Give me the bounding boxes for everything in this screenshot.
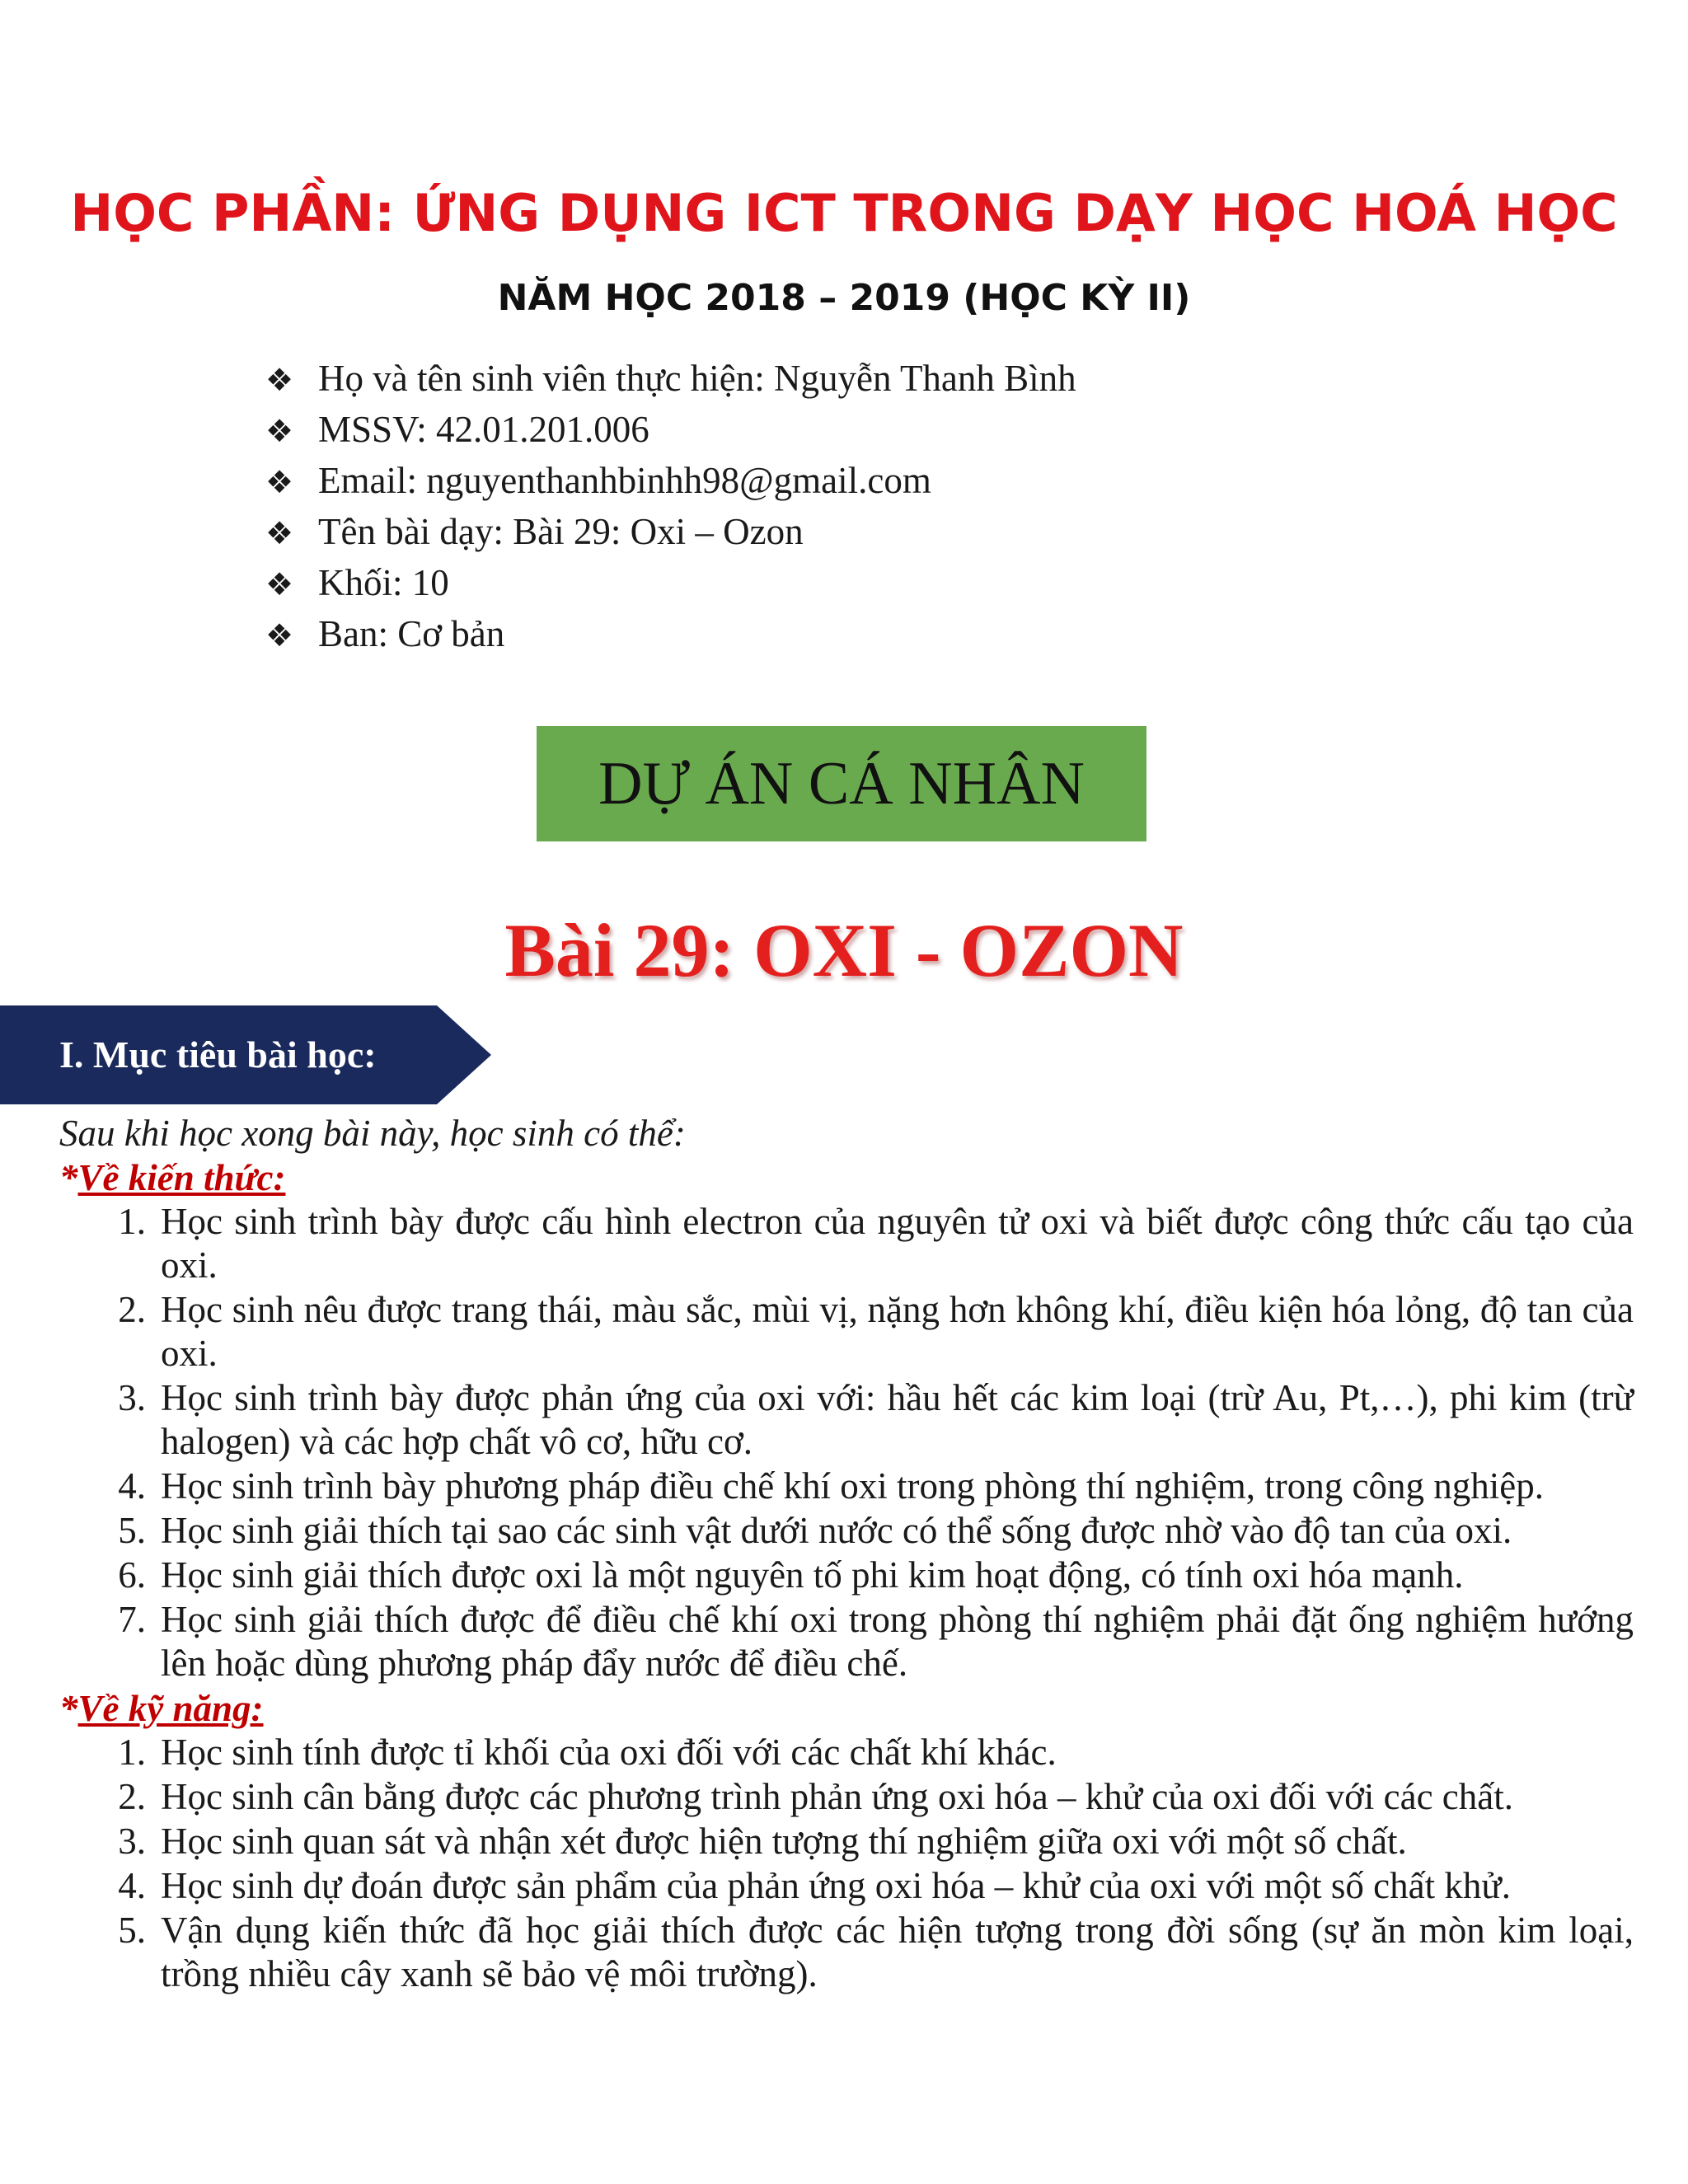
heading-prefix: * — [59, 1688, 78, 1729]
diamond-bullet-icon: ❖ — [265, 617, 294, 654]
item-number: 1. — [118, 1201, 146, 1242]
course-title: HỌC PHẦN: ỨNG DỤNG ICT TRONG DẠY HỌC HOÁ HỌC — [70, 183, 1618, 243]
list-item — [59, 1465, 1634, 1508]
list-item — [59, 1376, 1634, 1464]
project-label-box — [537, 726, 1146, 841]
item-number: 4. — [118, 1465, 146, 1507]
item-text: Vận dụng kiến thức đã học giải thích được các hiện tượng trong đời sống (sự ăn mòn kim loại, trồng nhiều cây xanh sẽ bảo vệ môi trường). — [161, 1910, 1634, 1994]
diamond-bullet-icon: ❖ — [265, 515, 294, 551]
objectives-content — [59, 1111, 1634, 1997]
skills-list — [59, 1731, 1634, 1996]
info-item — [265, 557, 1076, 608]
item-text: Học sinh trình bày được phản ứng của oxi với: hầu hết các kim loại (trừ Au, Pt,…), phi kim (trừ halogen) và các hợp chất vô cơ, hữu cơ. — [161, 1377, 1634, 1462]
item-text: Học sinh trình bày được cấu hình electron của nguyên tử oxi và biết được công thức cấu tạo của oxi. — [161, 1201, 1634, 1286]
list-item — [59, 1731, 1634, 1774]
item-text: Học sinh cân bằng được các phương trình phản ứng oxi hóa – khử của oxi đối với các chất. — [161, 1776, 1514, 1817]
info-text: Họ và tên sinh viên thực hiện: Nguyễn Thanh Bình — [318, 358, 1076, 399]
item-number: 5. — [118, 1910, 146, 1951]
item-number: 2. — [118, 1776, 146, 1817]
diamond-bullet-icon: ❖ — [265, 413, 294, 449]
list-item — [59, 1820, 1634, 1863]
item-number: 3. — [118, 1821, 146, 1862]
item-text: Học sinh nêu được trang thái, màu sắc, mùi vị, nặng hơn không khí, điều kiện hóa lỏng, độ tan của oxi. — [161, 1289, 1634, 1374]
student-info-list — [265, 353, 1076, 659]
diamond-bullet-icon: ❖ — [265, 566, 294, 602]
item-number: 7. — [118, 1599, 146, 1640]
list-item — [59, 1509, 1634, 1553]
info-item — [265, 353, 1076, 404]
diamond-bullet-icon: ❖ — [265, 464, 294, 500]
info-text: Khối: 10 — [318, 562, 449, 603]
heading-label: Về kiến thức: — [77, 1157, 286, 1198]
item-text: Học sinh dự đoán được sản phẩm của phản ứng oxi hóa – khử của oxi với một số chất khử. — [161, 1865, 1511, 1906]
heading-prefix: * — [59, 1157, 78, 1198]
list-item — [59, 1775, 1634, 1819]
list-item — [59, 1554, 1634, 1597]
heading-label: Về kỹ năng: — [77, 1688, 264, 1729]
list-item — [59, 1200, 1634, 1287]
info-item — [265, 506, 1076, 557]
item-text: Học sinh giải thích được để điều chế khí oxi trong phòng thí nghiệm phải đặt ống nghiệm hướng lên hoặc dùng phương pháp đẩy nước để điều chế. — [161, 1599, 1634, 1684]
item-text: Học sinh giải thích được oxi là một nguyên tố phi kim hoạt động, có tính oxi hóa mạnh. — [161, 1554, 1464, 1596]
lesson-title: Bài 29: OXI - OZON — [504, 908, 1184, 992]
info-text: Ban: Cơ bản — [318, 613, 505, 654]
knowledge-list — [59, 1200, 1634, 1685]
section-banner — [0, 1005, 491, 1104]
section-heading: I. Mục tiêu bài học: — [59, 1033, 377, 1076]
school-year: NĂM HỌC 2018 – 2019 (HỌC KỲ II) — [497, 277, 1191, 319]
item-number: 6. — [118, 1554, 146, 1596]
list-item — [59, 1288, 1634, 1376]
item-text: Học sinh trình bày phương pháp điều chế khí oxi trong phòng thí nghiệm, trong công nghiệp. — [161, 1465, 1544, 1507]
list-item — [59, 1864, 1634, 1908]
item-number: 2. — [118, 1289, 146, 1330]
item-number: 4. — [118, 1865, 146, 1906]
item-text: Học sinh quan sát và nhận xét được hiện tượng thí nghiệm giữa oxi với một số chất. — [161, 1821, 1407, 1862]
info-text: Email: nguyenthanhbinhh98@gmail.com — [318, 460, 931, 501]
list-item — [59, 1909, 1634, 1996]
item-number: 5. — [118, 1510, 146, 1551]
intro-text: Sau khi học xong bài này, học sinh có thể: — [59, 1113, 686, 1154]
knowledge-heading — [59, 1155, 1634, 1200]
info-text: MSSV: 42.01.201.006 — [318, 409, 649, 450]
item-number: 1. — [118, 1732, 146, 1773]
diamond-bullet-icon: ❖ — [265, 362, 294, 398]
info-text: Tên bài dạy: Bài 29: Oxi – Ozon — [318, 511, 804, 552]
info-item — [265, 404, 1076, 455]
item-number: 3. — [118, 1377, 146, 1418]
item-text: Học sinh giải thích tại sao các sinh vật dưới nước có thể sống được nhờ vào độ tan của oxi. — [161, 1510, 1512, 1551]
info-item — [265, 608, 1076, 659]
project-label: DỰ ÁN CÁ NHÂN — [598, 749, 1085, 818]
skills-heading — [59, 1686, 1634, 1731]
info-item — [265, 455, 1076, 506]
item-text: Học sinh tính được tỉ khối của oxi đối với các chất khí khác. — [161, 1732, 1057, 1773]
list-item — [59, 1598, 1634, 1685]
